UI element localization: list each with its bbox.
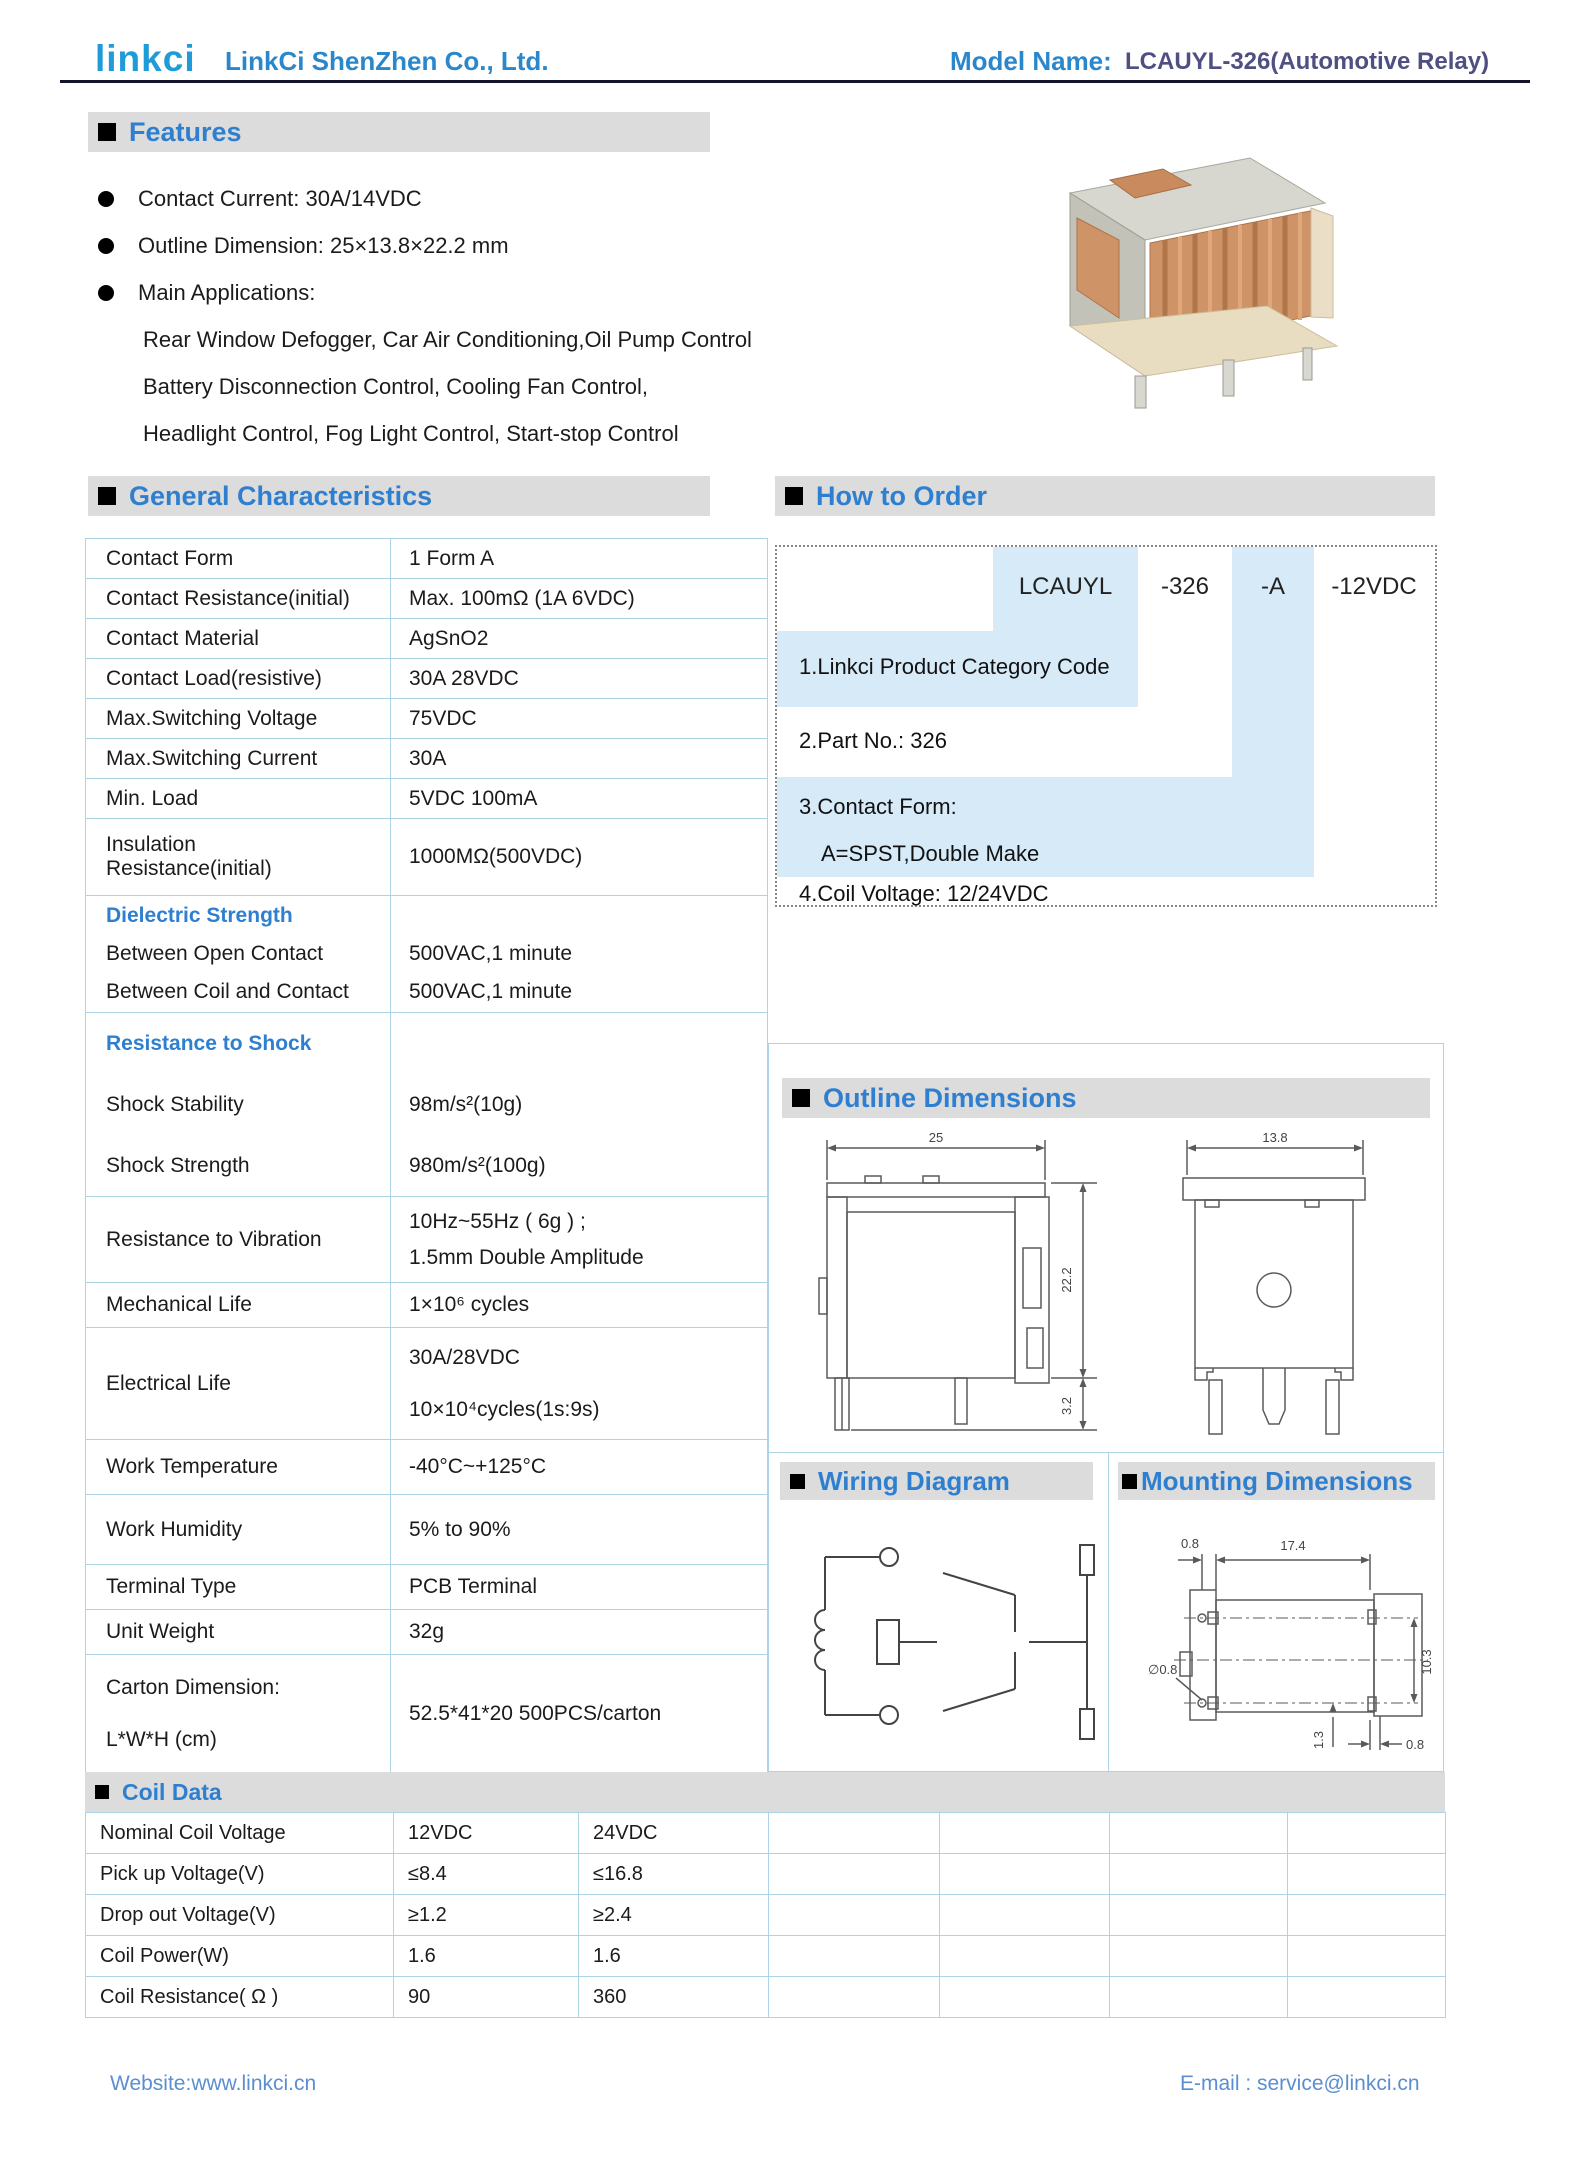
section-square-icon	[98, 487, 116, 505]
section-square-icon	[785, 487, 803, 505]
coil-cell-empty	[1288, 1813, 1446, 1854]
footer-website: Website:www.linkci.cn	[110, 2072, 317, 2095]
order-note-voltage: 4.Coil Voltage: 12/24VDC	[799, 881, 1049, 906]
feature-item: Main Applications:	[98, 269, 958, 316]
coil-cell-empty	[1110, 1895, 1288, 1936]
table-row: Contact Material AgSnO2	[86, 619, 767, 659]
coil-cell: 1.6	[579, 1936, 769, 1977]
table-row: Min. Load 5VDC 100mA	[86, 779, 767, 819]
svg-text:10.3: 10.3	[1419, 1649, 1434, 1675]
section-square-icon	[1122, 1474, 1137, 1489]
table-row: Contact Form 1 Form A	[86, 539, 767, 579]
section-square-icon	[792, 1089, 810, 1107]
outline-side-view-drawing	[805, 1128, 1115, 1448]
svg-text:0.8: 0.8	[1180, 1536, 1200, 1551]
table-row: Dielectric Strength Between Open Contact Between Coil and Contact 500VAC,1 minute 500VAC,1 minute	[86, 896, 767, 1013]
company-logo: linkci	[95, 38, 196, 79]
table-row: Max.Switching Voltage 75VDC	[86, 699, 767, 739]
svg-text:25: 25	[928, 1130, 944, 1145]
feature-item: Contact Current: 30A/14VDC	[98, 175, 958, 222]
model-name-value: LCAUYL-326(Automotive Relay)	[1125, 48, 1490, 75]
coil-title: Coil Data	[122, 1778, 222, 1805]
company-name: LinkCi ShenZhen Co., Ltd.	[225, 46, 549, 76]
coil-cell: ≥1.2	[394, 1895, 579, 1936]
order-note-part: 2.Part No.: 326	[799, 728, 947, 753]
svg-text:22.2: 22.2	[1059, 1267, 1074, 1293]
svg-text:0.8: 0.8	[1406, 1737, 1425, 1752]
coil-cell-empty	[1288, 1936, 1446, 1977]
table-row: Electrical Life 30A/28VDC 10×10⁴cycles(1s:9s)	[86, 1328, 767, 1440]
feature-item: Outline Dimension: 25×13.8×22.2 mm	[98, 222, 958, 269]
coil-cell-empty	[940, 1813, 1110, 1854]
table-row: Carton Dimension: L*W*H (cm) 52.5*41*20 500PCS/carton	[86, 1655, 767, 1773]
coil-cell-empty	[769, 1854, 940, 1895]
order-note-contact: 3.Contact Form:	[799, 794, 957, 819]
coil-cell-empty	[1288, 1854, 1446, 1895]
table-row: Resistance to Vibration 10Hz~55Hz ( 6g ) ; 1.5mm Double Amplitude	[86, 1197, 767, 1283]
application-line: Battery Disconnection Control, Cooling Fan Control,	[143, 373, 649, 399]
coil-cell-empty	[1110, 1854, 1288, 1895]
coil-cell-empty	[1110, 1813, 1288, 1854]
bullet-icon	[98, 191, 114, 207]
coil-cell: 360	[579, 1977, 769, 2018]
order-note-category: 1.Linkci Product Category Code	[799, 654, 1110, 679]
svg-text:13.8: 13.8	[1262, 1130, 1288, 1145]
features-list	[98, 175, 958, 457]
coil-cell-empty	[769, 1813, 940, 1854]
general-characteristics-table	[85, 538, 768, 1773]
wiring-title: Wiring Diagram	[818, 1465, 1010, 1496]
order-code-category: LCAUYL	[1018, 573, 1113, 600]
table-row: Work Humidity 5% to 90%	[86, 1495, 767, 1565]
coil-cell-empty	[940, 1936, 1110, 1977]
order-code-contact: -A	[1261, 573, 1285, 600]
table-row: Resistance to Shock Shock Stability Shock Strength 98m/s²(10g) 980m/s²(100g)	[86, 1013, 767, 1197]
mounting-title: Mounting Dimensions	[1141, 1465, 1413, 1496]
coil-cell-empty	[940, 1895, 1110, 1936]
table-row: Max.Switching Current 30A	[86, 739, 767, 779]
table-row: Insulation Resistance(initial) 1000MΩ(500VDC)	[86, 819, 767, 896]
coil-cell-empty	[1288, 1895, 1446, 1936]
coil-cell-empty	[940, 1854, 1110, 1895]
table-row: Contact Load(resistive) 30A 28VDC	[86, 659, 767, 699]
wiring-header-bar	[780, 1462, 1093, 1500]
general-header-bar	[88, 476, 710, 516]
table-row: Terminal Type PCB Terminal	[86, 1565, 767, 1610]
order-code-voltage: -12VDC	[1331, 573, 1417, 600]
order-note-contact-detail: A=SPST,Double Make	[821, 841, 1040, 866]
features-header-bar	[88, 112, 710, 152]
outline-front-view-drawing	[1155, 1128, 1405, 1448]
coil-row-label: Pick up Voltage(V)	[86, 1854, 394, 1895]
outline-title: Outline Dimensions	[823, 1082, 1077, 1113]
howto-header-bar	[775, 476, 1435, 516]
application-line: Rear Window Defogger, Car Air Conditioning,Oil Pump Control	[143, 326, 752, 352]
coil-cell: 90	[394, 1977, 579, 2018]
section-square-icon	[95, 1785, 109, 1799]
coil-header-bar	[85, 1772, 1445, 1812]
coil-cell: ≤16.8	[579, 1854, 769, 1895]
coil-cell: ≥2.4	[579, 1895, 769, 1936]
order-code-part: -326	[1160, 573, 1210, 600]
svg-text:3.2: 3.2	[1059, 1396, 1074, 1416]
coil-cell-empty	[769, 1936, 940, 1977]
coil-cell: 1.6	[394, 1936, 579, 1977]
svg-text:∅0.8: ∅0.8	[1148, 1662, 1178, 1677]
coil-row-label: Coil Resistance( Ω )	[86, 1977, 394, 2018]
bullet-icon	[98, 285, 114, 301]
header-rule	[60, 80, 1530, 83]
coil-cell-empty	[1110, 1977, 1288, 2018]
coil-cell-empty	[769, 1895, 940, 1936]
general-title: General Characteristics	[129, 480, 433, 511]
bullet-icon	[98, 238, 114, 254]
coil-row-label: Nominal Coil Voltage	[86, 1813, 394, 1854]
coil-cell-empty	[1110, 1936, 1288, 1977]
wiring-diagram-drawing	[785, 1515, 1105, 1765]
svg-text:1.3: 1.3	[1311, 1730, 1326, 1750]
howto-title: How to Order	[816, 480, 988, 511]
table-row: Work Temperature -40°C~+125°C	[86, 1440, 767, 1495]
coil-cell: 24VDC	[579, 1813, 769, 1854]
application-line: Headlight Control, Fog Light Control, Start-stop Control	[143, 420, 679, 446]
features-title: Features	[129, 116, 242, 147]
coil-cell-empty	[1288, 1977, 1446, 2018]
coil-row-label: Drop out Voltage(V)	[86, 1895, 394, 1936]
table-row: Mechanical Life 1×10⁶ cycles	[86, 1283, 767, 1328]
mounting-dimensions-drawing	[1118, 1512, 1444, 1767]
coil-cell-empty	[940, 1977, 1110, 2018]
section-square-icon	[98, 123, 116, 141]
coil-cell: 12VDC	[394, 1813, 579, 1854]
how-to-order-diagram	[775, 545, 1437, 907]
footer-email: E-mail : service@linkci.cn	[1180, 2072, 1420, 2095]
coil-cell-empty	[769, 1977, 940, 2018]
table-row: Unit Weight 32g	[86, 1610, 767, 1655]
coil-cell: ≤8.4	[394, 1854, 579, 1895]
svg-text:17.4: 17.4	[1280, 1538, 1306, 1553]
model-name-label: Model Name:	[950, 46, 1112, 76]
relay-product-photo	[1015, 118, 1360, 423]
outline-header-bar	[782, 1078, 1430, 1118]
table-row: Contact Resistance(initial) Max. 100mΩ (1A 6VDC)	[86, 579, 767, 619]
mounting-header-bar	[1118, 1462, 1435, 1500]
section-square-icon	[790, 1474, 805, 1489]
coil-data-table	[85, 1812, 1446, 2018]
coil-row-label: Coil Power(W)	[86, 1936, 394, 1977]
